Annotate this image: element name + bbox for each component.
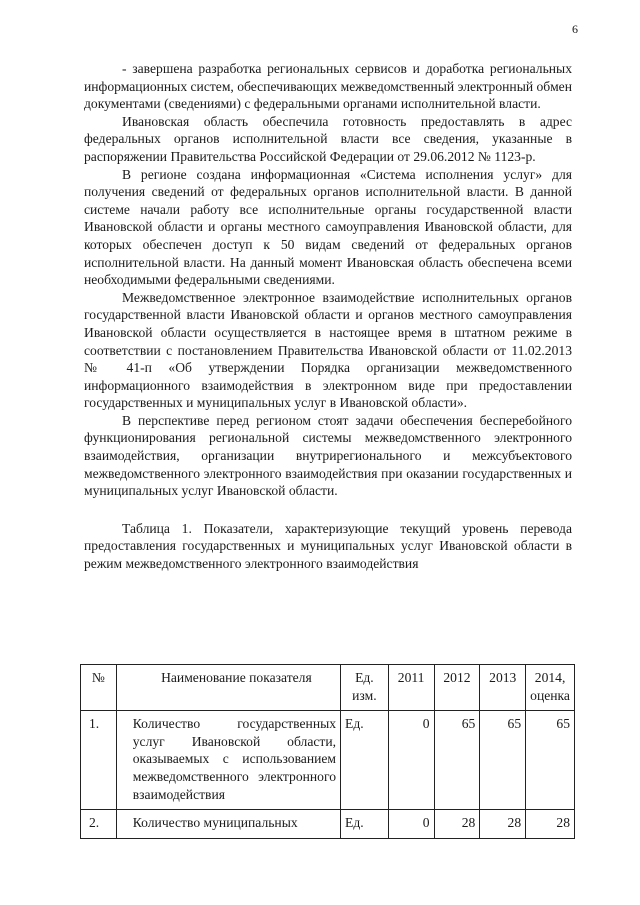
row-indicator-name: Количество муниципальных [116,810,340,839]
header-unit: Ед. изм. [341,665,389,711]
row-value-2011: 0 [388,810,434,839]
table-row [81,810,575,839]
row-value-2011: 0 [388,711,434,810]
paragraph-3: В регионе создана информационная «Система исполнения услуг» для получения сведений от федеральных органов исполнительной власти. В данной системе начали работу все исполнительные органы государственной власти Ивановской области и органы местного самоуправления Ивановской области, для которых обеспечен доступ к 50 видам сведений от федеральных органов исполнительной власти. На данный момент Ивановская область обеспечена всеми необходимыми федеральными сведениями. [84,166,572,288]
row-number: 1. [81,711,117,810]
paragraph-5: В перспективе перед регионом стоят задачи обеспечения бесперебойного функционирования региональной системы межведомственного электронного взаимодействия, организации внутрирегионального и межсубъектового межведомственного электронного взаимодействия при оказании государственных и муниципальных услуг Ивановской области. [84,412,572,499]
header-2013: 2013 [480,665,526,711]
header-2012: 2012 [434,665,480,711]
row-value-2012: 65 [434,711,480,810]
row-value-2012: 28 [434,810,480,839]
paragraph-1: - завершена разработка региональных сервисов и доработка региональных информационных систем, обеспечивающих межведомственный электронный обмен документами (сведениями) с федеральными органами исполнительной власти. [84,61,572,112]
row-indicator-name: Количество государственных услуг Ивановской области, оказываемых с использованием межведомственного электронного взаимодействия [116,711,340,810]
header-2014: 2014, оценка [526,665,575,711]
table-caption: Таблица 1. Показатели, характеризующие текущий уровень перевода предоставления государственных и муниципальных услуг Ивановской области в режим межведомственного электронного взаимодействия [84,520,572,572]
page-number: 6 [572,22,578,36]
row-unit: Ед. [341,711,389,810]
row-value-2014: 28 [526,810,575,839]
row-value-2014: 65 [526,711,575,810]
paragraph-4: Межведомственное электронное взаимодействие исполнительных органов государственной власти Ивановской области и органов местного самоуправления Ивановской области осуществляется в настоящее время в штатном режиме в соответствии с постановлением Правительства Ивановской области от 11.02.2013 № 41-п «Об утверждении Порядка организации межведомственного информационного взаимодействия в электронном виде при предоставлении государственных и муниципальных услуг в Ивановской области». [84,289,572,411]
header-indicator-name: Наименование показателя [116,665,340,711]
header-2011: 2011 [388,665,434,711]
row-number: 2. [81,810,117,839]
header-number: № [81,665,117,711]
table-row [81,711,575,810]
row-value-2013: 28 [480,810,526,839]
indicators-table [80,664,575,839]
row-value-2013: 65 [480,711,526,810]
paragraph-2: Ивановская область обеспечила готовность предоставлять в адрес федеральных органов исполнительной власти все сведения, указанные в распоряжении Правительства Российской Федерации от 29.06.2012 № 1123-р. [84,113,572,164]
table-header-row [81,665,575,711]
row-unit: Ед. [341,810,389,839]
document-body [84,60,572,573]
